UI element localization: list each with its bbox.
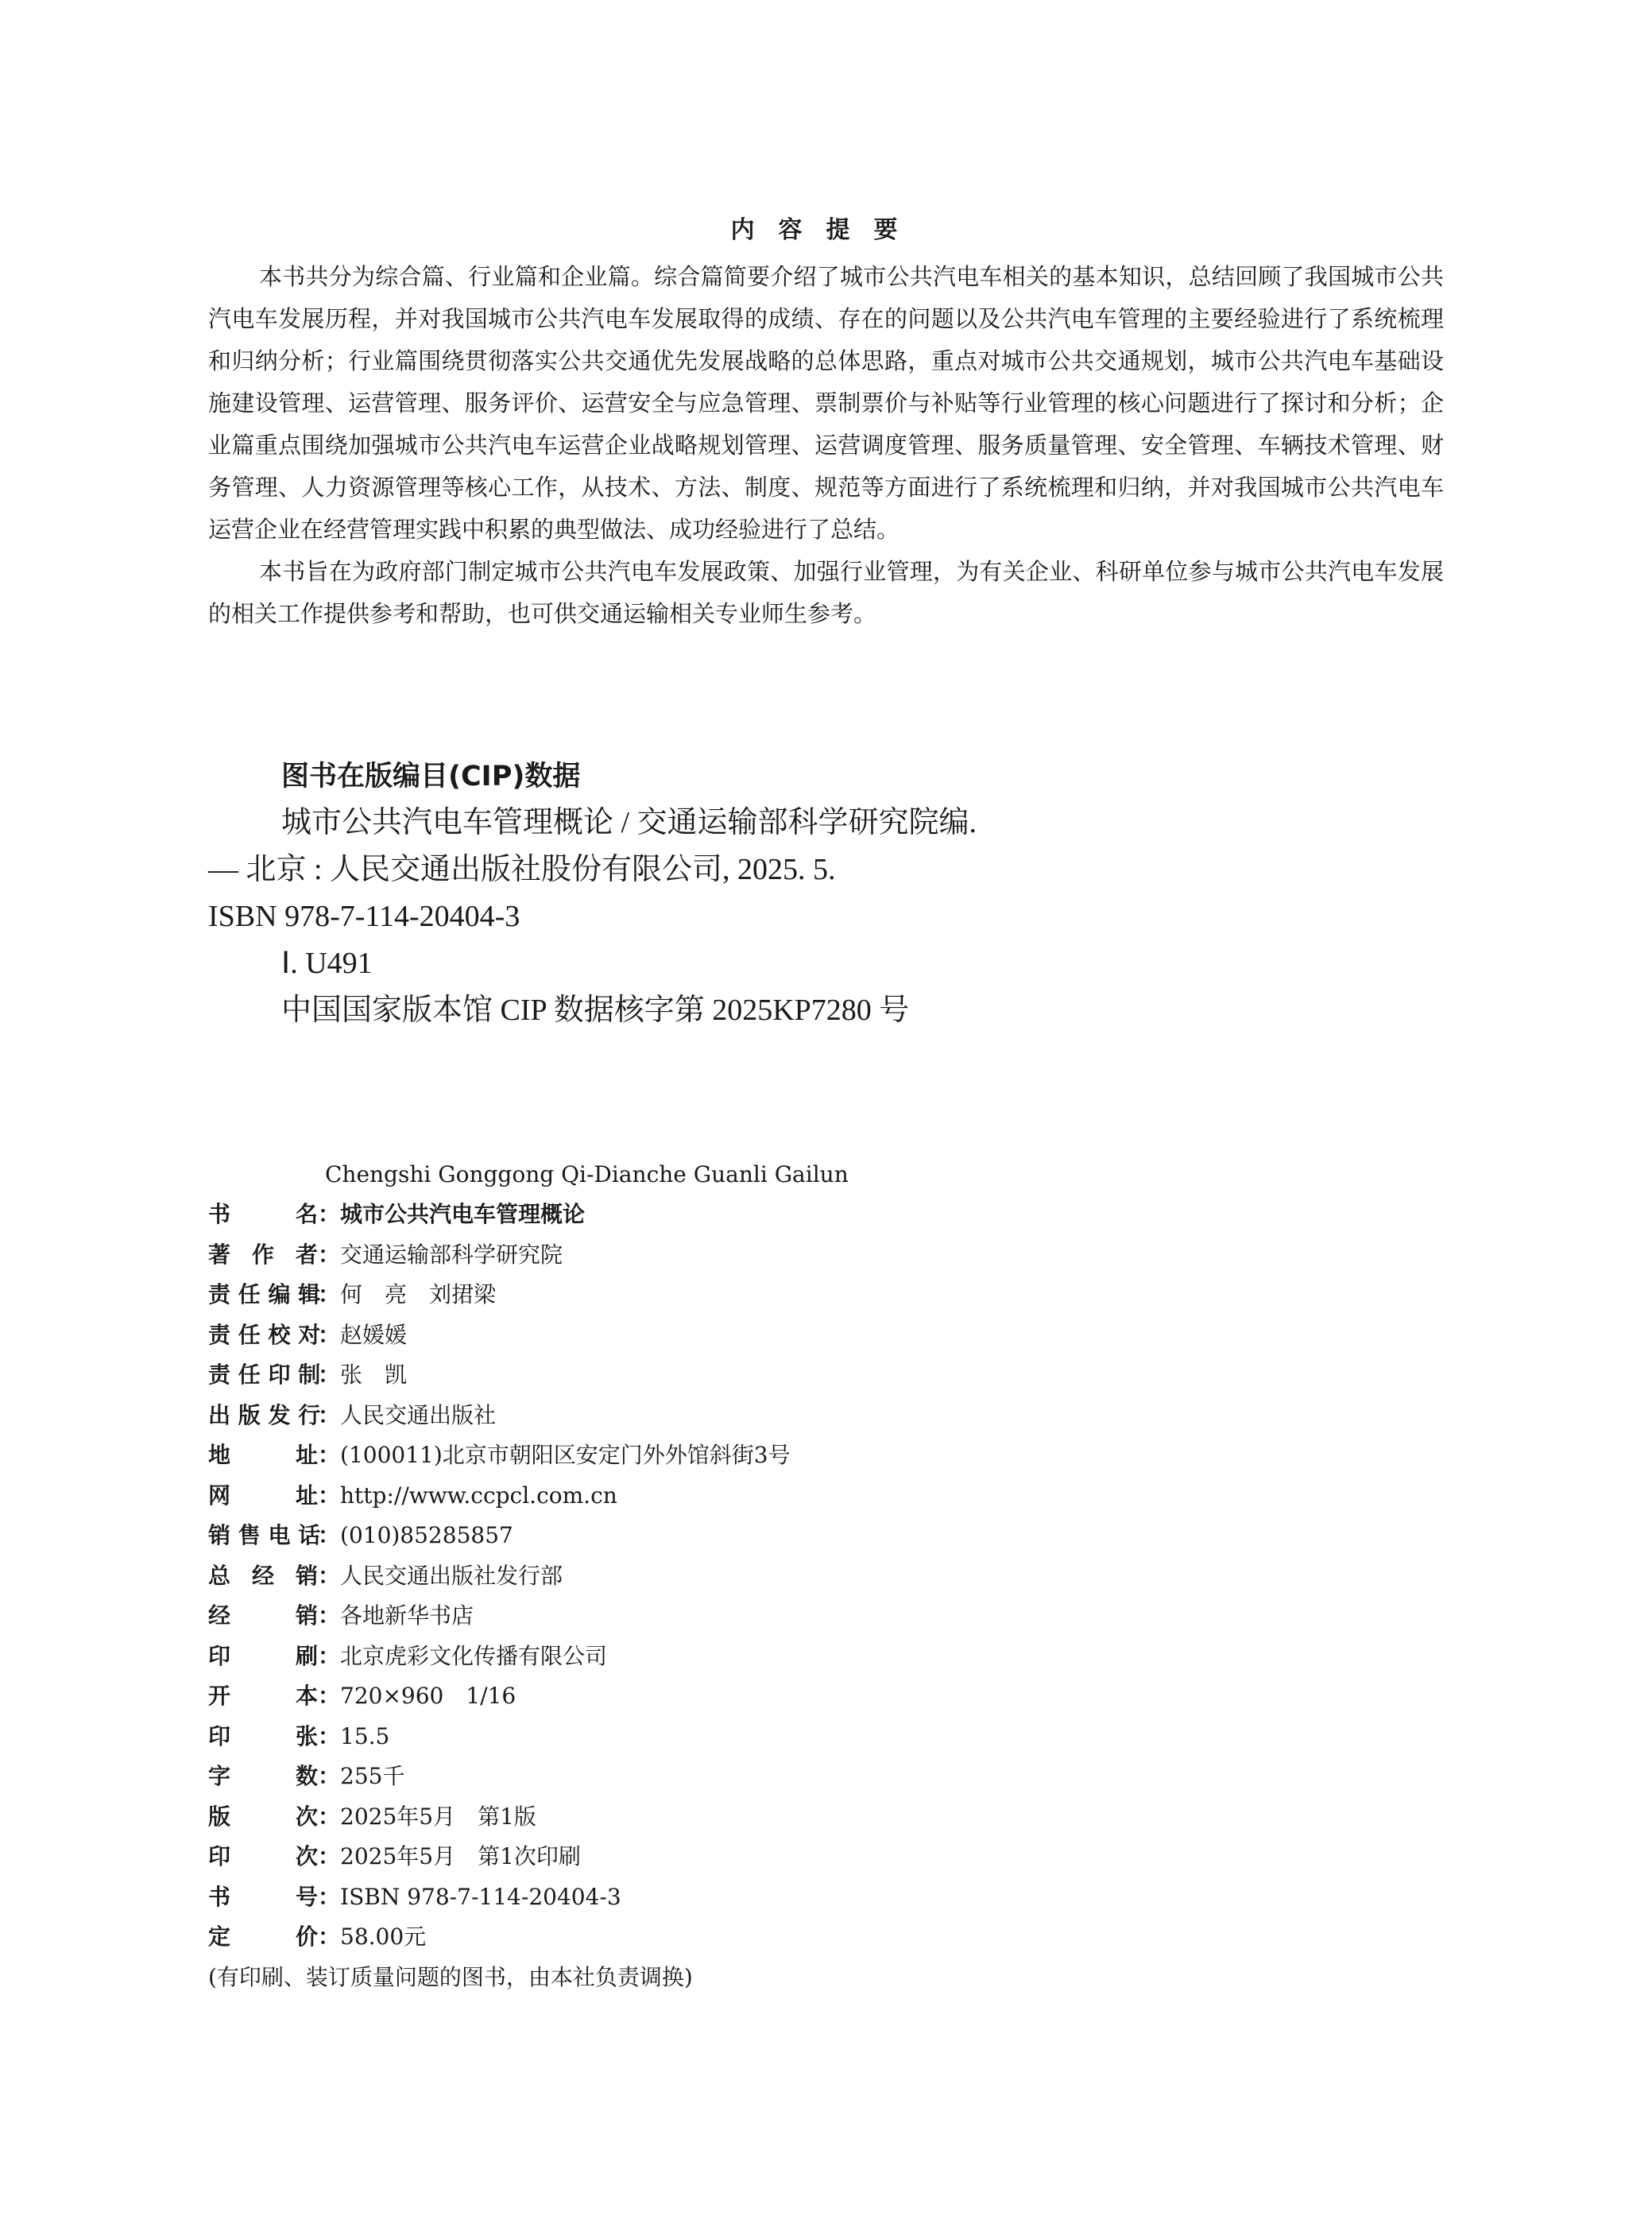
colophon-label: 经 销 <box>208 1602 318 1629</box>
summary-paragraph: 本书旨在为政府部门制定城市公共汽电车发展政策、加强行业管理，为有关企业、科研单位参与城市公共汽电车发展的相关工作提供参考和帮助，也可供交通运输相关专业师生参考。 <box>208 558 1444 627</box>
colophon-label: 书 名 <box>208 1201 318 1227</box>
colon-separator: ： <box>318 1883 341 1910</box>
colophon-row <box>208 1637 1162 1677</box>
colophon-row <box>208 1917 1162 1958</box>
colon-separator: ： <box>318 1642 341 1669</box>
colophon-value: 58.00元 <box>340 1924 427 1950</box>
colon-separator: ： <box>318 1924 341 1950</box>
colophon-label: 总 经 销 <box>208 1562 318 1589</box>
colon-separator: ： <box>318 1201 341 1227</box>
colophon-row <box>208 1315 1162 1356</box>
cip-classification: Ⅰ. U491 <box>281 947 373 980</box>
colon-separator: ： <box>318 1843 341 1869</box>
colophon-value: 2025年5月 第1次印刷 <box>340 1843 581 1869</box>
colophon-label: 责 任 编 辑 <box>208 1281 321 1308</box>
colophon-value: 交通运输部科学研究院 <box>340 1241 563 1268</box>
colophon-label: 印 次 <box>208 1843 318 1869</box>
colon-separator: ： <box>318 1522 341 1548</box>
colon-separator: ： <box>318 1602 341 1629</box>
colophon-label: 字 数 <box>208 1763 318 1789</box>
colophon-row <box>208 1837 1162 1877</box>
colophon-row <box>208 1355 1162 1396</box>
colophon-row <box>208 1596 1162 1637</box>
colophon-value: http://www.ccpcl.com.cn <box>340 1482 617 1509</box>
colophon-row <box>208 1396 1162 1436</box>
colon-separator: ： <box>318 1562 341 1589</box>
cip-approval: 中国国家版本馆 CIP 数据核字第 2025KP7280 号 <box>281 994 910 1027</box>
colon-separator: ： <box>318 1763 341 1789</box>
colophon-label: 出 版 发 行 <box>208 1401 321 1428</box>
colophon-row <box>208 1516 1162 1556</box>
cip-heading: 图书在版编目(CIP)数据 <box>281 761 581 792</box>
colophon-row <box>208 1195 1162 1235</box>
colon-separator: ： <box>318 1362 341 1388</box>
colophon-label: 开 本 <box>208 1683 318 1709</box>
colophon-value: 各地新华书店 <box>340 1602 474 1629</box>
colophon-row <box>208 1235 1162 1276</box>
colophon-label: 书 号 <box>208 1883 318 1910</box>
colophon-label: 著 作 者 <box>208 1241 318 1268</box>
colophon-label: 版 次 <box>208 1803 318 1830</box>
colophon-row <box>208 1435 1162 1476</box>
colophon-label: 定 价 <box>208 1924 318 1950</box>
summary-section <box>208 256 1444 635</box>
colophon-value: 北京虎彩文化传播有限公司 <box>340 1642 608 1669</box>
colophon-row <box>208 1556 1162 1597</box>
colophon-row <box>208 1797 1162 1838</box>
colophon-row <box>208 1757 1162 1797</box>
cip-isbn: ISBN 978-7-114-20404-3 <box>208 900 520 933</box>
colophon-value: 255千 <box>340 1763 405 1789</box>
colon-separator: ： <box>318 1442 341 1468</box>
colon-separator: ： <box>318 1241 341 1268</box>
colophon-row <box>208 1717 1162 1757</box>
summary-title: 内容提要 <box>730 216 922 244</box>
colophon-rows <box>208 1195 1162 1958</box>
colon-separator: ： <box>318 1722 341 1749</box>
colophon-value: 15.5 <box>340 1722 390 1749</box>
colon-separator: ： <box>318 1482 341 1509</box>
colophon-value: 赵媛媛 <box>340 1321 408 1348</box>
colon-separator: ： <box>318 1321 341 1348</box>
colon-separator: ： <box>318 1281 341 1308</box>
colophon-label: 印 刷 <box>208 1642 318 1669</box>
colophon-value: 人民交通出版社发行部 <box>340 1562 563 1589</box>
colophon-row <box>208 1676 1162 1717</box>
colophon-label: 印 张 <box>208 1722 318 1749</box>
cip-block <box>208 754 1400 1034</box>
colophon-value: 城市公共汽电车管理概论 <box>340 1201 586 1227</box>
pinyin-title: Chengshi Gonggong Qi-Dianche Guanli Gailun <box>325 1161 849 1187</box>
colophon-value: 720×960 1/16 <box>340 1683 516 1709</box>
quality-note: (有印刷、装订质量问题的图书，由本社负责调换) <box>208 1963 693 1990</box>
cip-entry: 城市公共汽电车管理概论 / 交通运输部科学研究院编. — 北京 : 人民交通出版社股份有限公司, 2025. 5. <box>208 806 977 886</box>
colophon-value: 张 凯 <box>340 1362 408 1388</box>
colophon-label: 销 售 电 话 <box>208 1522 321 1548</box>
colophon-label: 网 址 <box>208 1482 318 1509</box>
colophon-value: (100011)北京市朝阳区安定门外外馆斜街3号 <box>340 1442 791 1468</box>
colophon-value: 何 亮 刘捃梁 <box>340 1281 497 1308</box>
colophon-value: 人民交通出版社 <box>340 1401 497 1428</box>
colon-separator: ： <box>318 1683 341 1709</box>
colophon-label: 地 址 <box>208 1442 318 1468</box>
colon-separator: ： <box>318 1803 341 1830</box>
summary-paragraph: 本书共分为综合篇、行业篇和企业篇。综合篇简要介绍了城市公共汽电车相关的基本知识，总结回顾了我国城市公共汽电车发展历程，并对我国城市公共汽电车发展取得的成绩、存在的问题以及公共汽电车管理的主要经验进行了系统梳理和归纳分析；行业篇围绕贯彻落实公共交通优先发展战略的总体思路，重点对城市公共交通规划，城市公共汽电车基础设施建设管理、运营管理、服务评价、运营安全与应急管理、票制票价与补贴等行业管理的核心问题进行了探讨和分析；企业篇重点围绕加强城市公共汽电车运营企业战略规划管理、运营调度管理、服务质量管理、安全管理、车辆技术管理、财务管理、人力资源管理等核心工作，从技术、方法、制度、规范等方面进行了系统梳理和归纳，并对我国城市公共汽电车运营企业在经营管理实践中积累的典型做法、成功经验进行了总结。 <box>208 263 1444 543</box>
colon-separator: ： <box>318 1401 341 1428</box>
colophon-value: (010)85285857 <box>340 1522 513 1548</box>
colophon-row <box>208 1476 1162 1517</box>
colophon-label: 责 任 印 制 <box>208 1362 321 1388</box>
colophon-value: 2025年5月 第1版 <box>340 1803 536 1830</box>
colophon <box>208 1155 1162 1997</box>
colophon-row <box>208 1877 1162 1918</box>
colophon-row <box>208 1275 1162 1315</box>
colophon-value: ISBN 978-7-114-20404-3 <box>340 1883 621 1910</box>
colophon-label: 责 任 校 对 <box>208 1321 321 1348</box>
